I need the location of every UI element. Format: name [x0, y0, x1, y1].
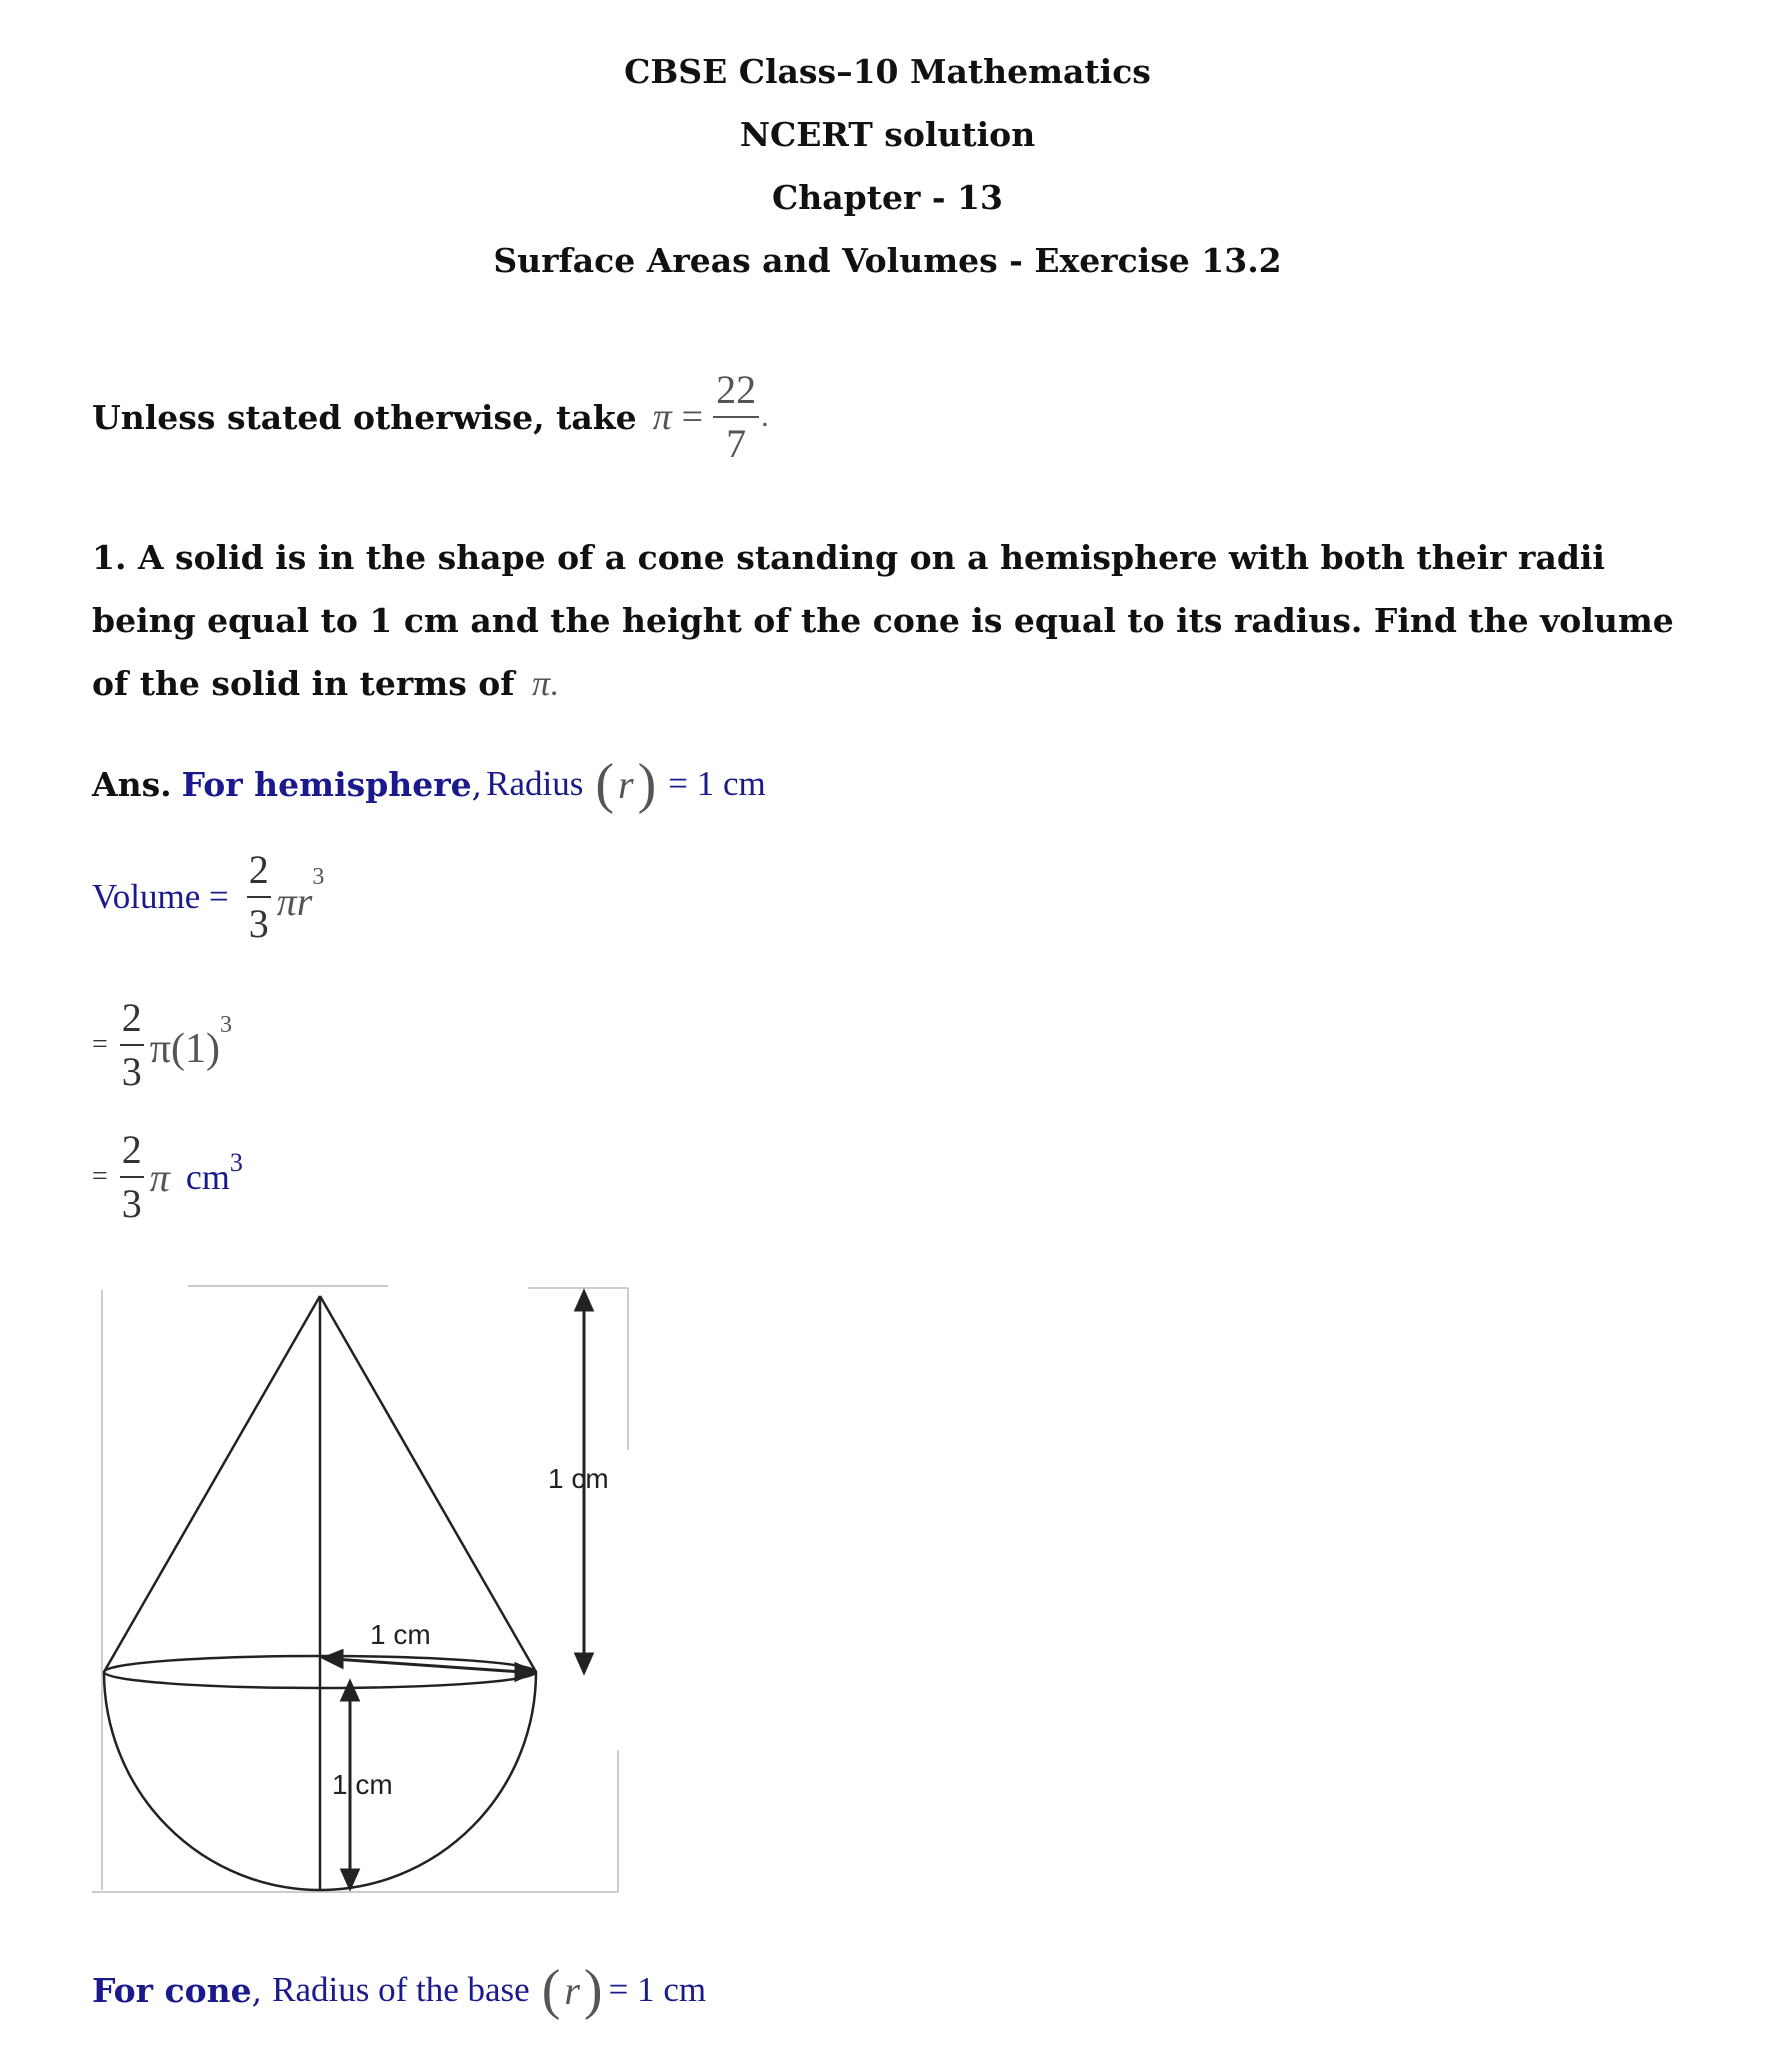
doc-subtitle: NCERT solution [739, 115, 1036, 154]
pi-symbol-result: π [149, 1154, 170, 1200]
cone-radius-value: = 1 cm [608, 1970, 707, 2009]
exercise-title: Surface Areas and Volumes - Exercise 13.2 [493, 241, 1282, 280]
fraction-numerator: 2 [248, 847, 269, 892]
r-symbol: r [564, 1967, 580, 2013]
volume-label: Volume = [92, 877, 229, 916]
fraction-bar [713, 416, 759, 418]
height-label: 1 cm [548, 1463, 609, 1494]
comma: , [251, 1970, 263, 2010]
volume-step-3 [92, 1127, 243, 1226]
fraction-denominator: 3 [121, 1181, 142, 1226]
cone-radius-label: Radius of the base [272, 1970, 530, 2009]
hemisphere-label: 1 cm [332, 1769, 393, 1800]
step2-fraction [120, 995, 144, 1094]
comma: , [471, 764, 483, 804]
unit-power-3: 3 [229, 1148, 243, 1177]
pi-symbol-question: π [531, 663, 551, 703]
unit-cm: cm [185, 1157, 230, 1197]
answer-hemisphere-radius [92, 752, 766, 816]
pi-symbol: π [652, 396, 672, 438]
paren-open: ( [595, 753, 615, 815]
volume-step-2 [92, 995, 232, 1094]
equals-sign: = [92, 1161, 108, 1192]
volume-formula [92, 847, 325, 946]
pi-note [92, 367, 769, 466]
step3-fraction [120, 1127, 144, 1226]
paren-close: ) [583, 1959, 603, 2021]
fraction-denominator: 3 [248, 901, 269, 946]
fraction-bar [247, 896, 271, 898]
cone-hemisphere-figure [88, 1280, 638, 1910]
paren-open: ( [541, 1959, 561, 2021]
fraction-bar [120, 1044, 144, 1046]
power-3: 3 [312, 863, 325, 890]
radius-value: = 1 cm [668, 764, 766, 803]
r-symbol: r [618, 761, 634, 807]
fraction-bar [120, 1176, 144, 1178]
for-hemisphere: For hemisphere [181, 764, 472, 804]
doc-title: CBSE Class–10 Mathematics [624, 52, 1151, 91]
for-cone: For cone [92, 1970, 252, 2010]
paren-close: ) [637, 753, 657, 815]
equals-sign: = [92, 1029, 108, 1060]
question-text: 1. A solid is in the shape of a cone standing on a hemisphere with both their radii being equal to 1 cm and the height of the cone is equal to its radius. Find the volume of the solid in terms of [92, 538, 1674, 703]
fraction-numerator: 2 [121, 995, 142, 1040]
question-1 [92, 526, 1692, 717]
pi-note-text: Unless stated otherwise, take [92, 397, 637, 437]
question-end: . [550, 667, 559, 703]
fraction-denominator: 7 [726, 421, 747, 466]
cone-radius-line [92, 1958, 706, 2022]
figure-frame [92, 1286, 628, 1892]
chapter-label: Chapter - 13 [772, 178, 1003, 217]
equals-sign: = [681, 396, 704, 438]
power-3: 3 [219, 1011, 232, 1038]
fraction-numerator: 22 [716, 367, 757, 412]
radius-label: Radius [486, 764, 584, 803]
note-end: . [761, 400, 769, 433]
fraction-numerator: 2 [121, 1127, 142, 1172]
pi-r-expression: πr [276, 878, 313, 924]
figure-svg [88, 1280, 638, 1910]
pi-one-expression: π(1) [149, 1026, 220, 1072]
cone-left-slant [104, 1296, 320, 1672]
pi-fraction [713, 367, 759, 466]
ans-label: Ans. [92, 764, 172, 804]
cone-right-slant [320, 1296, 536, 1672]
volume-fraction [247, 847, 271, 946]
fraction-denominator: 3 [121, 1049, 142, 1094]
radius-label-figure: 1 cm [370, 1619, 431, 1650]
